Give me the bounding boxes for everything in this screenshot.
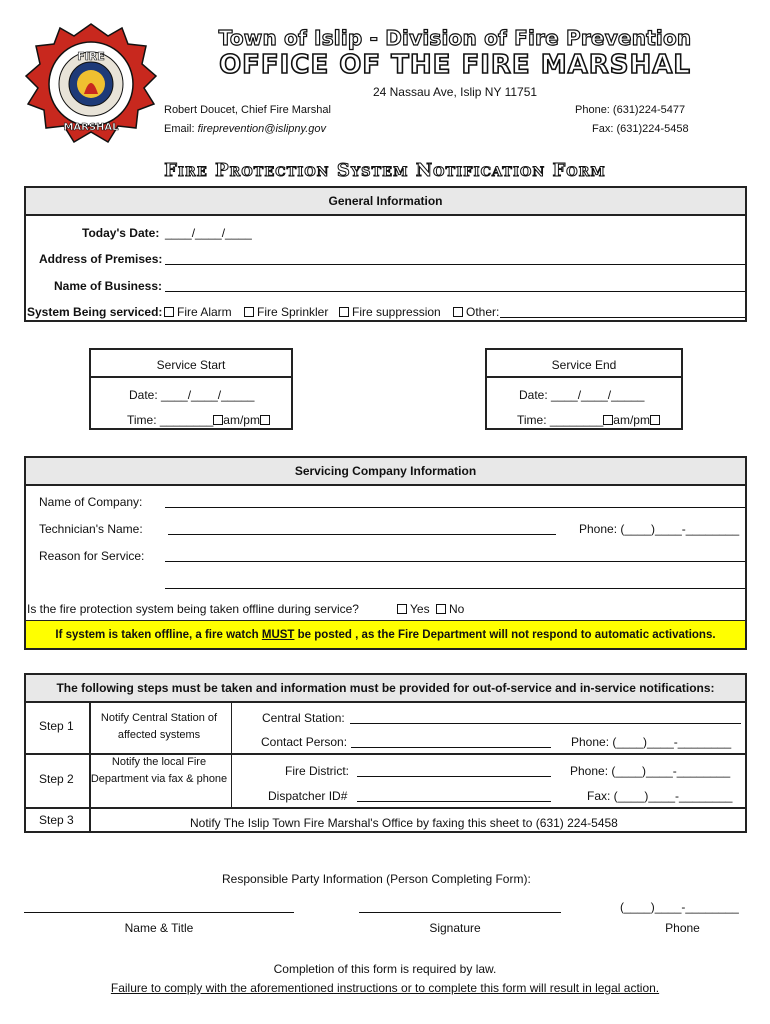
fire-district-field[interactable] <box>357 776 551 777</box>
email-line <box>164 123 326 135</box>
header-fax: Fax: (631)224-5458 <box>592 123 689 135</box>
technician-phone[interactable]: Phone: (____)____-________ <box>579 522 740 536</box>
option-fire-suppression-label: Fire suppression <box>352 305 441 319</box>
fire-watch-warning <box>26 620 745 648</box>
service-end-heading: Service End <box>487 350 681 378</box>
fire-district-phone[interactable]: Phone: (____)____-________ <box>570 764 731 778</box>
header-division: Town of Islip - Division of Fire Prevention <box>218 26 692 50</box>
logo-bottom-text: MARSHAL <box>63 122 119 133</box>
reason-field-2[interactable] <box>165 588 745 589</box>
responsible-phone-field[interactable]: (____)____-________ <box>620 900 739 914</box>
option-fire-sprinkler-label: Fire Sprinkler <box>257 305 329 319</box>
header-phone: Phone: (631)224-5477 <box>575 104 686 116</box>
fire-marshal-logo <box>24 22 158 146</box>
name-title-label: Name & Title <box>124 921 194 935</box>
step3-label: Step 3 <box>39 813 74 827</box>
checkbox-no[interactable] <box>436 604 446 614</box>
offline-question: Is the fire protection system being taken offline during service? <box>27 602 359 616</box>
name-title-field[interactable] <box>24 912 294 913</box>
business-field[interactable] <box>165 291 745 292</box>
warning-must: MUST <box>261 629 295 641</box>
servicing-company-heading: Servicing Company Information <box>26 458 745 486</box>
company-name-label: Name of Company: <box>39 495 143 509</box>
form-title: Fire Protection System Notification Form <box>164 160 606 181</box>
phone-label: Phone <box>665 921 700 935</box>
email-address: fireprevention@islipny.gov <box>197 123 326 135</box>
todays-date-label: Today's Date: <box>82 226 160 240</box>
option-no[interactable] <box>436 602 464 616</box>
service-end-ampm: am/pm <box>613 413 650 427</box>
checkbox-start-am[interactable] <box>213 415 223 425</box>
email-label: Email: <box>164 123 198 135</box>
header-address: 24 Nassau Ave, Islip NY 11751 <box>372 85 538 99</box>
central-station-field[interactable] <box>350 723 741 724</box>
option-fire-alarm-label: Fire Alarm <box>177 305 232 319</box>
step3-description: Notify The Islip Town Fire Marshal's Office by faxing this sheet to (631) 224-5458 <box>190 816 618 830</box>
system-label: System Being serviced: <box>27 305 163 319</box>
company-name-field[interactable] <box>165 507 745 508</box>
fire-district-label: Fire District: <box>285 764 349 778</box>
contact-person-field[interactable] <box>351 747 551 748</box>
footer-required: Completion of this form is required by law. <box>273 962 497 976</box>
dispatcher-field[interactable] <box>357 801 551 802</box>
checkbox-fire-suppression[interactable] <box>339 307 349 317</box>
checkbox-end-am[interactable] <box>603 415 613 425</box>
service-start-date[interactable]: Date: ____/____/_____ <box>129 388 255 402</box>
step2-label: Step 2 <box>39 772 74 786</box>
reason-field-1[interactable] <box>165 561 745 562</box>
option-other-label: Other: <box>466 305 500 319</box>
logo-top-text: FIRE <box>77 50 105 63</box>
service-end-time[interactable] <box>517 413 660 427</box>
step1-label: Step 1 <box>39 719 74 733</box>
header-office: OFFICE OF THE FIRE MARSHAL <box>219 50 691 80</box>
dispatcher-label: Dispatcher ID# <box>268 789 348 803</box>
technician-field[interactable] <box>168 534 556 535</box>
signature-label: Signature <box>429 921 481 935</box>
reason-label: Reason for Service: <box>39 549 145 563</box>
option-no-label: No <box>449 602 465 616</box>
service-start-heading: Service Start <box>91 350 291 378</box>
checkbox-fire-alarm[interactable] <box>164 307 174 317</box>
option-yes[interactable] <box>397 602 430 616</box>
service-start-ampm: am/pm <box>223 413 260 427</box>
central-station-phone[interactable]: Phone: (____)____-________ <box>571 735 732 749</box>
technician-label: Technician's Name: <box>39 522 143 536</box>
checkbox-end-pm[interactable] <box>650 415 660 425</box>
warning-text-post: be posted , as the Fire Department will not respond to automatic activations. <box>294 629 716 641</box>
option-other[interactable] <box>453 305 499 319</box>
option-fire-sprinkler[interactable] <box>244 305 328 319</box>
general-information-heading: General Information <box>26 188 745 216</box>
fire-district-fax[interactable]: Fax: (____)____-________ <box>587 789 733 803</box>
central-station-label: Central Station: <box>262 711 345 725</box>
chief-name: Robert Doucet, Chief Fire Marshal <box>164 104 331 116</box>
signature-field[interactable] <box>359 912 561 913</box>
service-end-date[interactable]: Date: ____/____/_____ <box>519 388 645 402</box>
address-label: Address of Premises: <box>39 252 163 266</box>
step2-description: Notify the local Fire Department via fax & phone <box>90 756 228 785</box>
todays-date-field[interactable]: ____/____/____ <box>165 226 252 240</box>
service-start-time[interactable] <box>127 413 270 427</box>
service-start-time-field[interactable]: Time: ________ <box>127 413 214 427</box>
service-end-time-field[interactable]: Time: ________ <box>517 413 604 427</box>
checkbox-fire-sprinkler[interactable] <box>244 307 254 317</box>
checkbox-start-pm[interactable] <box>260 415 270 425</box>
step1-description: Notify Central Station of affected systems <box>100 712 218 741</box>
footer-legal-warning: Failure to comply with the aforementioned instructions or to complete this form will result in legal action. <box>110 981 660 995</box>
checkbox-yes[interactable] <box>397 604 407 614</box>
steps-section <box>24 673 747 833</box>
address-field[interactable] <box>165 264 745 265</box>
other-field[interactable] <box>500 317 745 318</box>
steps-heading: The following steps must be taken and information must be provided for out-of-service and in-service notifications: <box>26 675 745 703</box>
option-fire-alarm[interactable] <box>164 305 232 319</box>
contact-person-label: Contact Person: <box>261 735 348 749</box>
option-fire-suppression[interactable] <box>339 305 441 319</box>
checkbox-other[interactable] <box>453 307 463 317</box>
business-label: Name of Business: <box>54 279 163 293</box>
option-yes-label: Yes <box>410 602 430 616</box>
responsible-heading: Responsible Party Information (Person Completing Form): <box>222 872 531 886</box>
warning-text-pre: If system is taken offline, a fire watch <box>55 629 262 641</box>
